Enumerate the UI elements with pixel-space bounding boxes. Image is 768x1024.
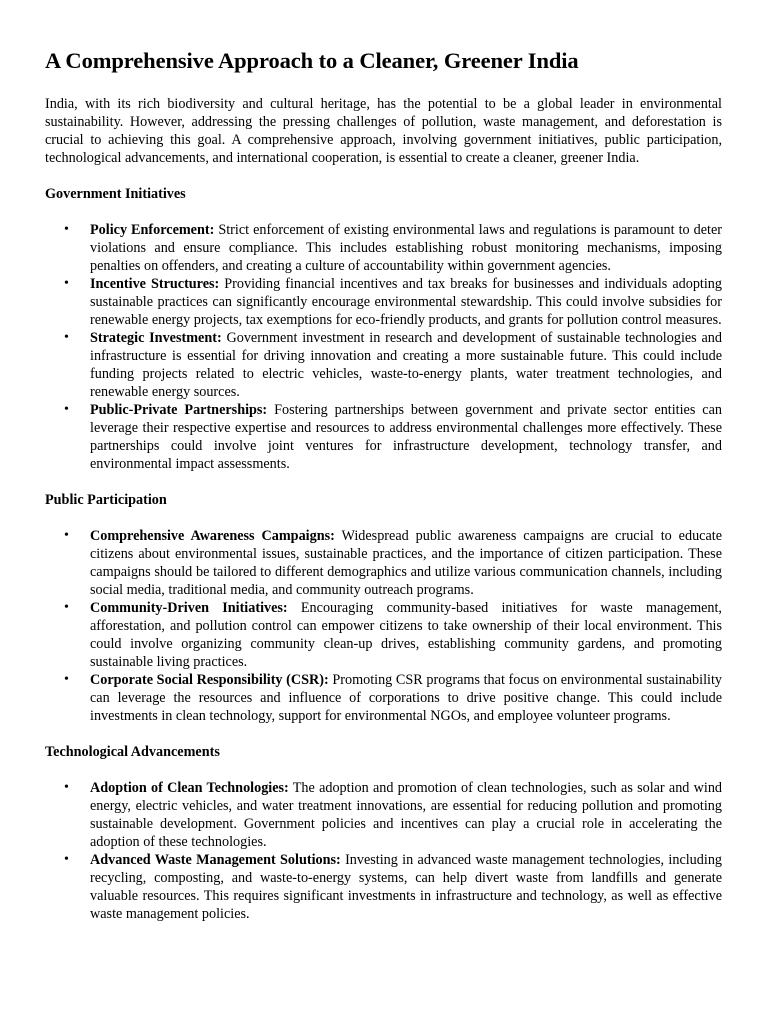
bullet-icon: • [64, 672, 69, 687]
item-text: Strict enforcement of existing environmental laws and regulations is paramount to deter violations and ensure compliance. This includes establishing robust monitoring mechanisms, imposing penalties on offenders, and creating a culture of accountability within government agencies. [90, 222, 722, 274]
public-list [45, 527, 722, 725]
item-term: Community-Driven Initiatives: [90, 600, 288, 616]
list-item [45, 401, 722, 473]
item-text: Fostering partnerships between government and private sector entities can leverage their respective expertise and resources to address environmental challenges more effectively. These partnerships could involve joint ventures for infrastructure development, technology transfer, and environmental impact assessments. [90, 402, 722, 472]
list-item [45, 527, 722, 599]
list-item [45, 671, 722, 725]
item-term: Incentive Structures: [90, 276, 220, 292]
item-term: Comprehensive Awareness Campaigns: [90, 528, 335, 544]
item-term: Adoption of Clean Technologies: [90, 780, 289, 796]
item-term: Public-Private Partnerships: [90, 402, 268, 418]
list-item [45, 221, 722, 275]
list-item [45, 329, 722, 401]
section-heading-technology: Technological Advancements [45, 744, 220, 760]
document-title: A Comprehensive Approach to a Cleaner, Greener India [45, 48, 579, 73]
item-term: Corporate Social Responsibility (CSR): [90, 672, 329, 688]
intro-paragraph: India, with its rich biodiversity and cultural heritage, has the potential to be a global leader in environmental sustainability. However, addressing the pressing challenges of pollution, waste management, and deforestation is crucial to achieving this goal. A comprehensive approach, involving government initiatives, public participation, technological advancements, and international cooperation, is essential to create a cleaner, greener India. [45, 96, 722, 166]
list-item [45, 851, 722, 923]
item-text: Promoting CSR programs that focus on environmental sustainability can leverage the resources and influence of corporations to drive positive change. This could include investments in clean technology, support for environmental NGOs, and employee volunteer programs. [90, 672, 722, 724]
item-term: Policy Enforcement: [90, 222, 215, 238]
list-item [45, 599, 722, 671]
item-text: Widespread public awareness campaigns are crucial to educate citizens about environmental issues, sustainable practices, and the importance of citizen participation. These campaigns should be tailored to different demographics and utilize various communication channels, including social media, traditional media, and community outreach programs. [90, 528, 722, 598]
bullet-icon: • [64, 780, 69, 795]
bullet-icon: • [64, 330, 69, 345]
item-term: Strategic Investment: [90, 330, 222, 346]
item-text: Encouraging community-based initiatives for waste management, afforestation, and pollution control can empower citizens to take ownership of their local environment. This could involve organizing community clean-up drives, establishing community gardens, and promoting sustainable living practices. [90, 600, 722, 670]
bullet-icon: • [64, 222, 69, 237]
item-text: Government investment in research and development of sustainable technologies and infrastructure is essential for driving innovation and creating a more sustainable future. This could include funding projects related to electric vehicles, waste-to-energy plants, water treatment technologies, and renewable energy sources. [90, 330, 722, 400]
section-heading-government: Government Initiatives [45, 186, 186, 202]
bullet-icon: • [64, 600, 69, 615]
technology-list [45, 779, 722, 923]
document-page [45, 46, 722, 941]
government-list [45, 221, 722, 473]
section-heading-public: Public Participation [45, 492, 167, 508]
list-item [45, 275, 722, 329]
bullet-icon: • [64, 402, 69, 417]
bullet-icon: • [64, 852, 69, 867]
list-item [45, 779, 722, 851]
item-term: Advanced Waste Management Solutions: [90, 852, 341, 868]
item-text: Investing in advanced waste management technologies, including recycling, composting, and waste-to-energy systems, can help divert waste from landfills and generate valuable resources. This requires significant investments in infrastructure and technology, as well as effective waste management policies. [90, 852, 723, 922]
item-text: The adoption and promotion of clean technologies, such as solar and wind energy, electric vehicles, and water treatment innovations, are essential for reducing pollution and promoting sustainable development. Government policies and incentives can play a crucial role in accelerating the adoption of these technologies. [90, 780, 723, 850]
bullet-icon: • [64, 276, 69, 291]
item-text: Providing financial incentives and tax breaks for businesses and individuals adopting sustainable practices can significantly encourage environmental stewardship. This could involve subsidies for renewable energy projects, tax exemptions for eco-friendly products, and grants for pollution control measures. [90, 276, 722, 328]
bullet-icon: • [64, 528, 69, 543]
